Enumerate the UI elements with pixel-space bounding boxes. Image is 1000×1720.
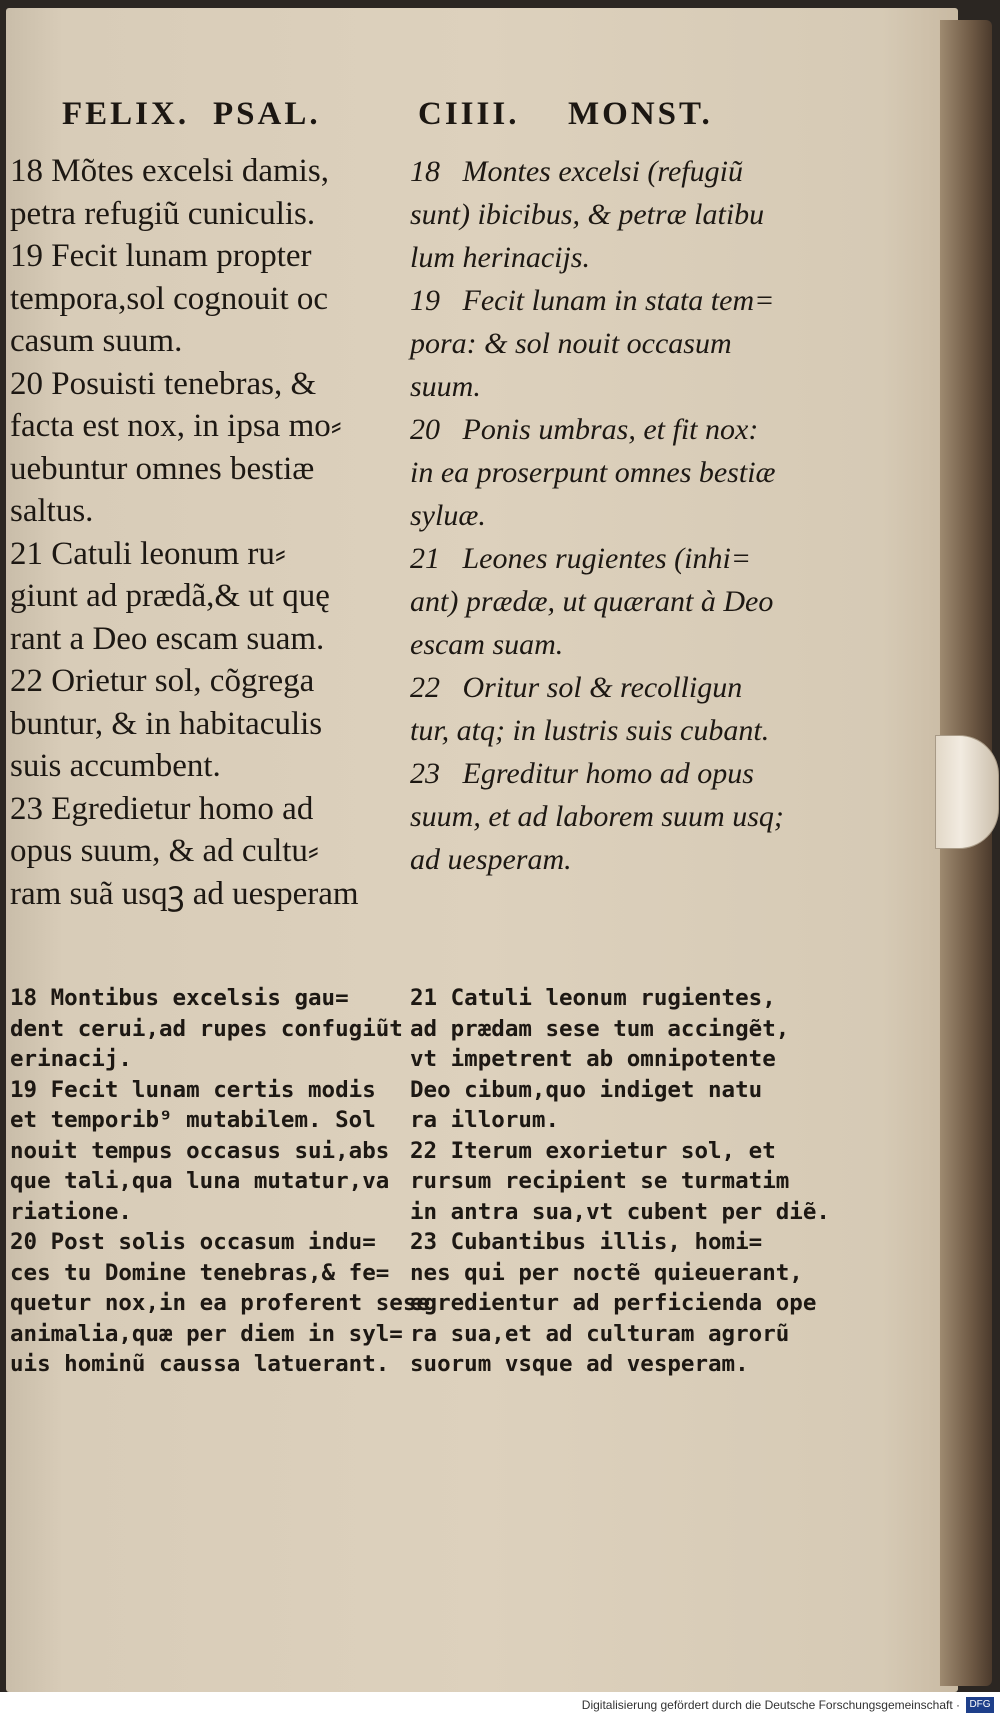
latin-right-line: tur, atq; in lustris suis cubant. [410, 714, 770, 747]
latin-left-line: facta est nox, in ipsa mo⸗ [10, 408, 342, 444]
german-right-line: 22 Iterum exorietur sol, et [410, 1137, 776, 1164]
latin-left-line: giunt ad prædã,& ut quę [10, 578, 330, 614]
latin-left-line: suis accumbent. [10, 748, 221, 784]
german-left-line: et temporib⁹ mutabilem. Sol [10, 1107, 376, 1133]
german-left-line: 18 Montibus excelsis gau= [10, 985, 349, 1011]
book-clasp [935, 735, 999, 849]
german-left-line: nouit tempus occasus sui,abs [10, 1137, 390, 1164]
latin-right-line: 18 Montes excelsi (refugiũ [410, 155, 743, 188]
latin-right-line: pora: & sol nouit occasum [410, 327, 732, 360]
latin-right-line: syluæ. [410, 499, 486, 532]
latin-left-line: saltus. [10, 493, 94, 529]
german-right-line: ra sua,et ad culturam agrorũ [410, 1320, 790, 1347]
latin-left-line: rant a Deo escam suam. [10, 620, 325, 657]
german-right-line: egredientur ad perficienda ope [410, 1290, 817, 1316]
latin-text-left [10, 150, 359, 915]
latin-left-line: buntur, & in habitaculis [10, 705, 323, 742]
german-left-line: uis hominũ caussa latuerant. [10, 1351, 390, 1377]
latin-right-line: suum, et ad laborem suum usq; [410, 800, 784, 833]
dfg-logo: DFG [966, 1697, 994, 1713]
german-left-line: que tali,qua luna mutatur,va [10, 1168, 390, 1194]
latin-left-line: 22 Orietur sol, cõgrega [10, 663, 315, 699]
running-head-ciiii: CIIII. [418, 96, 520, 132]
latin-left-line: 21 Catuli leonum ru⸗ [10, 535, 286, 572]
latin-right-line: 22 Oritur sol & recolligun [410, 671, 743, 704]
latin-right-line: ad uesperam. [410, 843, 572, 876]
latin-text-right [410, 150, 784, 881]
latin-right-line: in ea proserpunt omnes bestiæ [410, 456, 776, 489]
digitization-footer [0, 1692, 1000, 1720]
latin-right-line: suum. [410, 370, 481, 403]
latin-right-line: lum herinacijs. [410, 241, 590, 274]
german-text-right [410, 983, 830, 1380]
latin-left-line: 23 Egredietur homo ad [10, 790, 314, 827]
running-head-monst: MONST. [568, 96, 713, 132]
latin-left-line: opus suum, & ad cultu⸗ [10, 833, 319, 869]
german-left-line: animalia,quæ per diem in syl= [10, 1320, 403, 1347]
latin-left-line: tempora,sol cognouit oc [10, 280, 329, 317]
german-text-left [10, 983, 430, 1380]
german-right-line: ra illorum. [410, 1107, 560, 1133]
latin-left-line: casum suum. [10, 323, 183, 359]
latin-left-line: 19 Fecit lunam propter [10, 238, 312, 274]
german-left-line: dent cerui,ad rupes confugiũt [10, 1015, 403, 1042]
latin-right-line: ant) prædæ, ut quærant à Deo [410, 585, 774, 618]
german-right-line: in antra sua,vt cubent per diẽ. [410, 1198, 830, 1225]
german-right-line: ad prædam sese tum accingẽt, [410, 1015, 790, 1042]
latin-right-line: 23 Egreditur homo ad opus [410, 757, 754, 790]
latin-right-line: 20 Ponis umbras, et fit nox: [410, 413, 759, 446]
running-head-felix: FELIX. [62, 96, 190, 132]
latin-left-line: 20 Posuisti tenebras, & [10, 365, 317, 402]
german-right-line: vt impetrent ab omnipotente [410, 1046, 776, 1072]
latin-left-line: 18 Mõtes excelsi damis, [10, 153, 329, 189]
footer-credit: Digitalisierung gefördert durch die Deutsche Forschungsgemeinschaft · [581, 1698, 960, 1712]
german-right-line: Deo cibum,quo indiget natu [410, 1076, 763, 1103]
german-left-line: ces tu Domine tenebras,& fe= [10, 1259, 390, 1286]
german-left-line: 19 Fecit lunam certis modis [10, 1076, 376, 1103]
german-right-line: suorum vsque ad vesperam. [410, 1351, 749, 1377]
german-right-line: rursum recipient se turmatim [410, 1168, 790, 1194]
german-right-line: 23 Cubantibus illis, homi= [410, 1229, 763, 1255]
german-right-line: nes qui per noctẽ quieuerant, [410, 1259, 803, 1286]
german-left-line: 20 Post solis occasum indu= [10, 1229, 376, 1255]
running-head-psal: PSAL. [213, 96, 321, 132]
latin-right-line: escam suam. [410, 628, 564, 661]
german-left-line: quetur nox,in ea proferent sese [10, 1290, 430, 1316]
german-left-line: riatione. [10, 1198, 132, 1225]
latin-right-line: sunt) ibicibus, & petræ latibu [410, 198, 765, 231]
latin-right-line: 21 Leones rugientes (inhi= [410, 542, 752, 575]
page-edge [940, 20, 992, 1686]
latin-left-line: petra refugiũ cuniculis. [10, 195, 316, 232]
latin-left-line: uebuntur omnes bestiæ [10, 450, 315, 487]
latin-right-line: 19 Fecit lunam in stata tem= [410, 284, 775, 317]
german-left-line: erinacij. [10, 1046, 132, 1072]
latin-left-line: ram suã usqꝫ ad uesperam [10, 875, 359, 912]
german-right-line: 21 Catuli leonum rugientes, [410, 985, 776, 1011]
